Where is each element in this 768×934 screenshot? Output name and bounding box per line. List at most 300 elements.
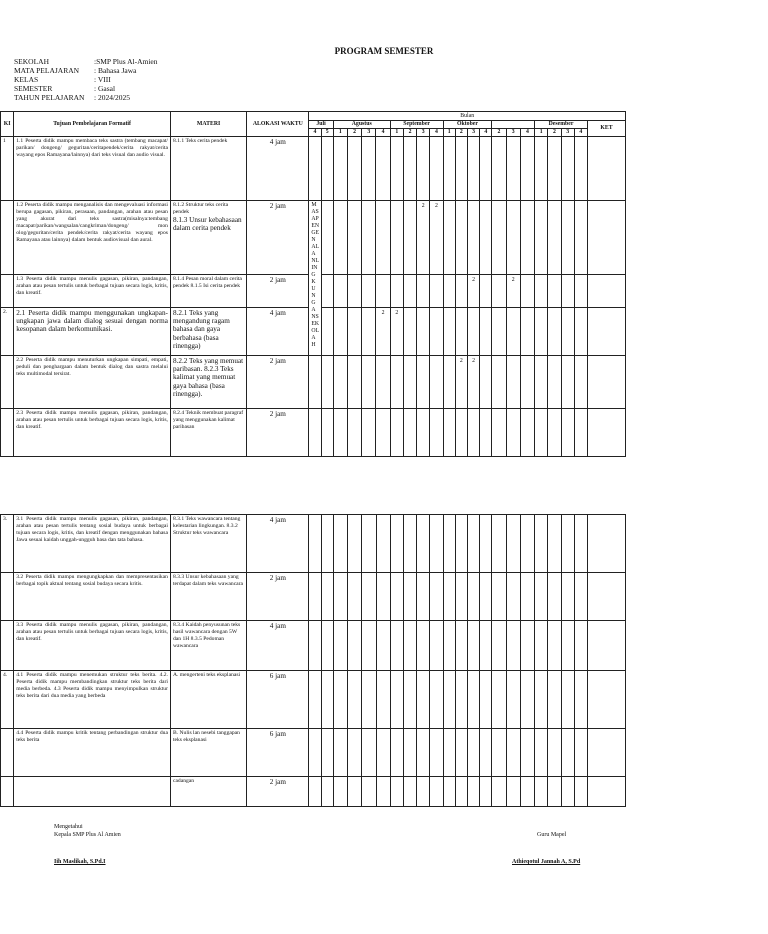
tujuan-cell [14, 409, 171, 457]
table-row [1, 201, 626, 275]
week-slot [480, 729, 492, 777]
week-slot [403, 308, 416, 356]
week-slot [390, 621, 403, 671]
week-slot [548, 201, 561, 275]
week-cell: 3 [417, 129, 430, 137]
materi-cell [170, 671, 246, 729]
week-slot [390, 777, 403, 807]
table-row [1, 409, 626, 457]
week-slot [520, 621, 534, 671]
week-slot [443, 777, 455, 807]
week-cell: 3 [561, 129, 574, 137]
tujuan-cell [14, 308, 171, 356]
week-slot [548, 275, 561, 308]
ki-cell: 4. [1, 671, 14, 729]
week-slot [520, 308, 534, 356]
week-slot [492, 308, 506, 356]
ket-cell [587, 201, 625, 275]
week-slot [333, 137, 347, 201]
ki-cell [1, 356, 14, 409]
materi-text: 8.3.4 Kaidah penyusunan teks hasil wawancara dengan 5W dan 1H 8.3.5 Pedoman wawancara [172, 622, 241, 649]
materi-text: 8.1.4 Pesan moral dalam cerita pendek 8.1.5 Isi cerita pendek [172, 276, 242, 289]
tujuan-text: 3.1 Peserta didik mampu menulis gagasan, pikiran, pandangan, arahan atau pesan tertulis tentang sosial budaya untuk berbagai tujuan secara logis, kritis, dan kreatif dengan menggunakan bahasa Jawa sesuai kaidah unggah-ungguh basa dan tata bahasa. [16, 516, 168, 543]
month-juli: Juli [309, 121, 333, 129]
week-slot [455, 308, 467, 356]
week-slot [348, 729, 362, 777]
week-slot [321, 621, 333, 671]
waktu-cell: 2 jam [247, 356, 309, 409]
week-slot [480, 409, 492, 457]
week-slot [480, 308, 492, 356]
week-slot [520, 671, 534, 729]
week-slot [430, 356, 443, 409]
week-slot [403, 275, 416, 308]
week-cell: 2 [455, 129, 467, 137]
week-slot [520, 515, 534, 573]
week-slot [480, 573, 492, 621]
week-cell: 3 [362, 129, 376, 137]
week-slot [443, 308, 455, 356]
week-slot [455, 275, 467, 308]
materi-text: 8.1.1 Teks cerita pendek [172, 138, 228, 144]
week-slot [417, 356, 430, 409]
week-cell: 1 [535, 129, 548, 137]
materi-text: cadangan [172, 778, 195, 784]
week-slot [430, 308, 443, 356]
info-key: KELAS [14, 75, 39, 84]
ket-cell [588, 621, 626, 671]
week-slot [417, 308, 430, 356]
week-slot [333, 275, 347, 308]
week-slot [455, 201, 467, 275]
week-slot [492, 201, 506, 275]
header-ki: KI [1, 112, 14, 137]
week-slot [348, 275, 362, 308]
week-slot [362, 137, 376, 201]
week-slot [574, 671, 587, 729]
week-slot [376, 515, 390, 573]
week-slot [390, 201, 403, 275]
week-slot [430, 729, 443, 777]
week-slot [430, 409, 443, 457]
materi-text: B. Nulis lan nesebi tanggapan teks eksplanasi [172, 730, 240, 743]
week-slot [362, 356, 376, 409]
week-slot [455, 573, 467, 621]
week-slot [506, 573, 520, 621]
materi-cell [170, 275, 246, 308]
week-slot [520, 777, 534, 807]
materi-text: 8.3.3 Unsur kebahasaan yang terdapat dalam teks wawancara [172, 574, 244, 587]
week-slot [574, 137, 587, 201]
ket-cell [587, 409, 625, 457]
week-slot [309, 671, 321, 729]
week-slot [348, 573, 362, 621]
table-row [1, 515, 626, 573]
week-cell: 4 [520, 129, 534, 137]
week-slot [348, 308, 362, 356]
header-ket: KET [587, 121, 625, 137]
week-slot [480, 275, 492, 308]
week-slot [443, 275, 455, 308]
week-slot [574, 729, 587, 777]
week-slot [417, 275, 430, 308]
week-cell: 2 [348, 129, 362, 137]
week-slot [468, 621, 480, 671]
week-slot [403, 201, 416, 275]
week-slot [520, 137, 534, 201]
week-slot: 2 [390, 308, 403, 356]
materi-cell [170, 308, 246, 356]
week-slot [309, 729, 321, 777]
month-blank [492, 121, 535, 129]
week-slot [430, 671, 443, 729]
info-row [14, 57, 158, 66]
week-slot [376, 621, 390, 671]
info-value: : Bahasa Jawa [94, 66, 137, 75]
week-slot [548, 308, 561, 356]
info-value: : VIII [94, 75, 111, 84]
week-slot [561, 777, 574, 807]
week-slot [362, 409, 376, 457]
info-value: : Gasal [94, 84, 116, 93]
waktu-cell: 2 jam [247, 409, 309, 457]
week-slot [535, 729, 548, 777]
week-slot: 2 [467, 275, 479, 308]
week-slot [548, 573, 561, 621]
week-slot [430, 137, 443, 201]
week-slot [321, 137, 333, 201]
ket-cell [587, 275, 625, 308]
week-slot [376, 201, 390, 275]
week-slot [520, 356, 534, 409]
week-slot [321, 515, 333, 573]
ki-cell [1, 409, 14, 457]
week-slot [430, 621, 443, 671]
school-info [14, 57, 158, 102]
week-slot [390, 275, 403, 308]
week-slot [492, 275, 506, 308]
tujuan-text: 2.3 Peserta didik mampu menulis gagasan, pikiran, pandangan, arahan atau pesan tertulis untuk berbagai tujuan secara logis, kritis, dan kreatif. [16, 410, 168, 430]
week-slot [492, 356, 506, 409]
week-slot [417, 729, 430, 777]
week-slot [492, 409, 506, 457]
header-tujuan: Tujuan Pembelajaran Formatif [14, 112, 171, 137]
header-materi: MATERI [170, 112, 246, 137]
week-slot: 2 [467, 356, 479, 409]
waktu-cell: 4 jam [247, 137, 309, 201]
week-cell: 1 [443, 129, 455, 137]
week-slot [417, 777, 430, 807]
orientation-period-text: MASAPENGENALANLINGKUNGANSEKOLAH [311, 202, 320, 348]
week-slot [561, 356, 574, 409]
week-cell: 4 [309, 129, 321, 137]
week-slot [333, 573, 347, 621]
info-row [14, 84, 158, 93]
week-slot [333, 671, 347, 729]
ki-cell [1, 201, 14, 275]
week-slot [548, 621, 561, 671]
ki-cell [1, 621, 14, 671]
week-slot [404, 573, 417, 621]
week-slot [362, 201, 376, 275]
ket-cell [588, 729, 626, 777]
week-slot [520, 409, 534, 457]
materi-text: 8.2.4 Teknik membuat paragraf yang menggunakan kalimat paribasan [172, 410, 244, 430]
week-slot [480, 671, 492, 729]
tujuan-text: 3.2 Peserta didik mampu mengungkapkan dan mempresentasikan berbagai topik aktual tentang sosial budaya secara kritis. [16, 574, 168, 587]
week-slot [561, 573, 574, 621]
week-slot [455, 671, 467, 729]
footer-left-2: Kepala SMP Plus Al Amien [54, 832, 121, 838]
week-slot [492, 137, 506, 201]
week-slot [309, 515, 321, 573]
week-slot [506, 777, 520, 807]
week-slot [417, 621, 430, 671]
ki-cell: 3. [1, 515, 14, 573]
ki-cell [1, 729, 14, 777]
week-slot [376, 137, 390, 201]
week-slot [321, 777, 333, 807]
week-slot [348, 515, 362, 573]
info-value: :SMP Plus Al-Amien [94, 57, 158, 66]
week-slot [403, 409, 416, 457]
week-slot [321, 308, 333, 356]
week-slot [480, 621, 492, 671]
week-slot [390, 729, 403, 777]
waktu-cell: 4 jam [247, 621, 309, 671]
tujuan-cell [14, 671, 171, 729]
week-cell: 3 [506, 129, 520, 137]
waktu-cell: 6 jam [247, 729, 309, 777]
month-september: September [390, 121, 443, 129]
week-slot [574, 777, 587, 807]
week-slot [362, 671, 376, 729]
week-slot [467, 308, 479, 356]
week-slot [535, 356, 548, 409]
week-slot [430, 275, 443, 308]
materi-cell [170, 137, 246, 201]
week-slot [480, 777, 492, 807]
week-slot [548, 137, 561, 201]
week-slot [455, 621, 467, 671]
ket-cell [588, 671, 626, 729]
teacher-signature-name: Athieqotul Jannah A, S.Pd [512, 859, 581, 865]
week-slot [520, 275, 534, 308]
week-slot [376, 275, 390, 308]
week-slot [348, 409, 362, 457]
info-key: SEKOLAH [14, 57, 49, 66]
ki-cell [1, 573, 14, 621]
week-slot [321, 729, 333, 777]
waktu-cell: 4 jam [247, 308, 309, 356]
info-row [14, 66, 158, 75]
week-slot [574, 356, 587, 409]
week-slot [535, 777, 548, 807]
week-slot [520, 201, 534, 275]
materi-text: 8.2.2 Teks yang memuat paribasan. 8.2.3 Teks kalimat yang memuat gaya bahasa (basa rinengga). [172, 357, 244, 398]
week-slot [348, 201, 362, 275]
materi-cell [170, 729, 246, 777]
week-cell: 4 [376, 129, 390, 137]
info-value: : 2024/2025 [94, 93, 131, 102]
tujuan-text: 1.1 Peserta didik mampu membaca teks sastra (tembang macapat/ parikan/ dongeng/ geguritan/ceritapendek/cerita rakyat/cerita wayang epos Ramayana/lainnya) dari teks visual dan audio visual. [16, 138, 168, 158]
tujuan-text: 1.3 Peserta didik mampu menulis gagasan, pikiran, pandangan, arahan atau pesan tertulis untuk berbagai tujuan secara logis, kritis, dan kreatif. [16, 276, 168, 296]
week-slot [404, 777, 417, 807]
tujuan-text: 3.3 Peserta didik mampu menulis gagasan, pikiran, pandangan, arahan atau pesan tertulis untuk berbagai tujuan secara logis, kritis, dan kreatif. [16, 622, 168, 642]
week-slot [348, 671, 362, 729]
week-slot [417, 573, 430, 621]
week-slot [333, 201, 347, 275]
week-slot [535, 308, 548, 356]
week-slot [480, 515, 492, 573]
week-slot [506, 515, 520, 573]
week-slot [443, 409, 455, 457]
header-bulan: Bulan [309, 112, 626, 121]
info-key: SEMESTER [14, 84, 53, 93]
materi-cell [170, 621, 246, 671]
tujuan-text: 4.4 Peserta didik mampu kritik tentang perbandingan struktur dua teks berita [16, 730, 168, 743]
week-slot [574, 201, 587, 275]
ket-cell [587, 356, 625, 409]
week-slot [390, 409, 403, 457]
materi-text: A. mengerteni teks eksplanasi [172, 672, 241, 678]
ket-cell [588, 777, 626, 807]
semester-table-bottom [0, 514, 626, 807]
week-slot [362, 515, 376, 573]
week-slot [390, 515, 403, 573]
week-slot [333, 515, 347, 573]
ki-cell: 2. [1, 308, 14, 356]
footer-left-1: Mengetahui [54, 824, 83, 830]
waktu-cell: 2 jam [247, 275, 309, 308]
week-slot [506, 201, 520, 275]
week-slot: 2 [417, 201, 430, 275]
week-slot [561, 275, 574, 308]
ki-cell [1, 777, 14, 807]
materi-cell [170, 515, 246, 573]
week-slot [390, 573, 403, 621]
table-row [1, 137, 626, 201]
week-slot [561, 308, 574, 356]
week-slot [430, 573, 443, 621]
week-slot [309, 621, 321, 671]
week-slot [506, 308, 520, 356]
week-slot [535, 201, 548, 275]
week-slot [321, 201, 333, 275]
week-cell: 4 [574, 129, 587, 137]
week-cell: 1 [333, 129, 347, 137]
tujuan-text: 4.1 Peserta didik mampu menemukan struktur teks berita. 4.2. Peserta didik mampu membandingkan struktur teks berita dari media berbeda. 4.3 Peserta didik mampu menyimpulkan struktur teks berita dari dua media yang berbeda [16, 672, 168, 699]
table-row [1, 621, 626, 671]
week-slot [506, 671, 520, 729]
week-slot [417, 671, 430, 729]
waktu-cell: 2 jam [247, 777, 309, 807]
week-slot [535, 621, 548, 671]
waktu-cell: 4 jam [247, 515, 309, 573]
week-slot [443, 573, 455, 621]
week-slot [574, 275, 587, 308]
ket-cell [588, 573, 626, 621]
week-cell: 2 [403, 129, 416, 137]
week-slot [309, 573, 321, 621]
week-slot [443, 729, 455, 777]
week-slot [443, 515, 455, 573]
info-key: MATA PELAJARAN [14, 66, 80, 75]
ket-cell [588, 515, 626, 573]
week-slot [561, 137, 574, 201]
week-slot [468, 729, 480, 777]
week-slot [468, 573, 480, 621]
ki-cell [1, 275, 14, 308]
week-slot [430, 515, 443, 573]
week-slot [574, 621, 587, 671]
week-slot [548, 515, 561, 573]
materi-cell [170, 356, 246, 409]
week-slot [535, 409, 548, 457]
week-slot [455, 729, 467, 777]
table-row [1, 729, 626, 777]
week-slot [404, 621, 417, 671]
materi-cell [170, 409, 246, 457]
week-slot [443, 137, 455, 201]
week-slot [321, 671, 333, 729]
waktu-cell: 2 jam [247, 573, 309, 621]
tujuan-text: 2.2 Peserta didik mampu menuturkan ungkapan simpati, empati, peduli dan penghargaan dalam bentuk dialog dan sastra melalui teks multimodal tersirat. [16, 357, 168, 377]
week-slot [492, 777, 506, 807]
week-slot [480, 201, 492, 275]
week-slot: 2 [430, 201, 443, 275]
week-slot [348, 137, 362, 201]
week-slot [455, 777, 467, 807]
week-slot [309, 777, 321, 807]
week-slot [443, 671, 455, 729]
week-slot [467, 409, 479, 457]
week-cell: 2 [548, 129, 561, 137]
week-slot [506, 356, 520, 409]
week-slot [561, 201, 574, 275]
week-slot [321, 356, 333, 409]
week-slot [348, 356, 362, 409]
info-key: TAHUN PELAJARAN [14, 93, 85, 102]
week-slot [535, 275, 548, 308]
week-slot [376, 777, 390, 807]
week-slot [321, 573, 333, 621]
week-cell: 4 [480, 129, 492, 137]
materi-text: 8.1.2 Struktur teks cerita pendek [172, 202, 229, 215]
week-slot [561, 515, 574, 573]
ki-cell: 1 [1, 137, 14, 201]
week-slot [492, 729, 506, 777]
week-slot [574, 409, 587, 457]
tujuan-cell [14, 621, 171, 671]
week-slot [362, 777, 376, 807]
info-row [14, 93, 158, 102]
week-slot [404, 671, 417, 729]
week-slot [321, 275, 333, 308]
week-slot [492, 515, 506, 573]
semester-table-top [0, 111, 626, 457]
footer-right-1: Guru Mapel [537, 832, 567, 838]
materi-cell [170, 573, 246, 621]
week-slot [561, 621, 574, 671]
principal-signature-name: Iih Maslikah, S.Pd.I [54, 859, 106, 865]
week-slot [468, 515, 480, 573]
week-slot [443, 356, 455, 409]
tujuan-text: 1.2 Peserta didik mampu menganalisis dan mengevaluasi informasi berupa gagasan, pikiran, perasaan, pandangan, arahan atau pesan yang akurat dari teks sastra(misalnya:tembang macapat/parikan/wangsalan/cangkriman/dongeng/ mon olog/geguritan/cerita pendek/cerita rakyat/cerita wayang epos Ramayana atau lainnya) dalam bentuk audiovisual dan aural. [16, 202, 168, 243]
week-slot [520, 729, 534, 777]
week-slot [548, 671, 561, 729]
week-slot [348, 621, 362, 671]
